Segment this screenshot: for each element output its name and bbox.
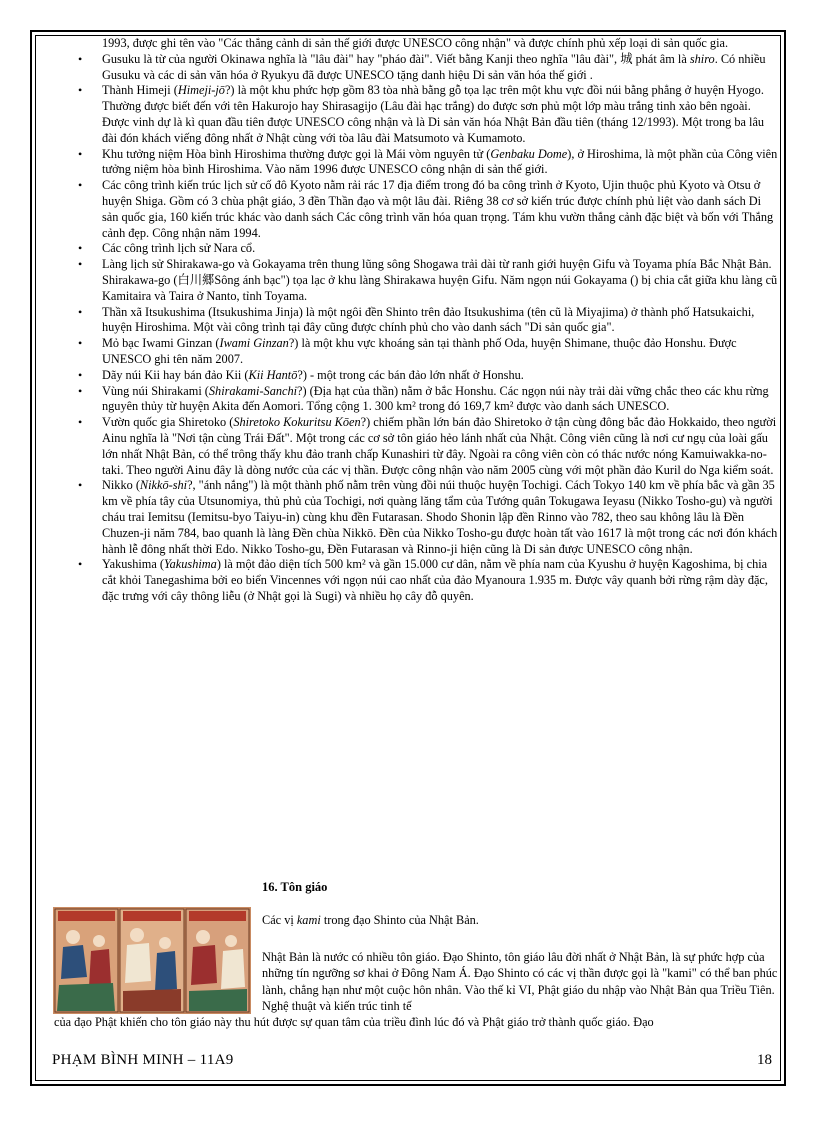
bullet-icon: •: [78, 367, 83, 382]
bullet-icon: •: [78, 241, 83, 256]
list-item: [74, 178, 778, 241]
list-item-text: ?) là một khu vực khoáng sản tại thành phố Oda, huyện Shimane, thuộc đảo Honshu. Được UNESCO ghi tên năm 2007.: [102, 336, 737, 366]
list-item-emphasis: Himeji-jō: [177, 83, 225, 98]
list-item-text: ?) (Địa hạt của thần) nằm ở bắc Honshu. Các ngọn núi này trải dài vững chắc theo các khu rừng nguyên thủy từ huyện Akita đến Aomori. Tổng cộng 1. 300 km² trong đó 169,7 km² được vào danh sách UNESCO.: [102, 383, 769, 414]
list-item-text: ?) chiếm phần lớn bán đảo Shiretoko ở tận cùng đông bắc đảo Hokkaido, theo người Ainu nghĩa là "Nơi tận cùng Trái Đất". Một trong các cơ sở tôn giáo hẻo lánh nhất của Nhật. Công viên cũng là nơi cư ngụ của loài gấu lớn nhất Nhật Bản, có thể trông thấy khu đảo tranh chấp Kunashiri từ đây. Ngoài ra công viên còn có thác nước nóng Kamuiwakka-no-taki. Theo người Ainu đây là dòng nước của các vị thần. Được công nhận vào năm 2005 cùng với một phần đảo Kuril do Nga kiểm soát.: [102, 415, 777, 477]
page-number: 18: [757, 1052, 772, 1068]
list-item-text: . Có nhiều Gusuku và các di sản văn hóa ở Ryukyu đã được UNESCO tặng danh hiệu Di sản văn hóa thế giới .: [102, 51, 766, 82]
list-item-emphasis: Genbaku Dome: [490, 146, 568, 161]
list-item-text: Thần xã Itsukushima (Itsukushima Jinja) là một ngôi đền Shinto trên đảo Itsukushima (tên cũ là Miyajima) ở thành phố Hatsukaichi, huyện Hiroshima. Một vài công trình tại đây cũng được chính phủ cho vào danh sách "Di sản quốc gia".: [102, 304, 755, 335]
section-heading: 16. Tôn giáo: [262, 880, 328, 894]
list-item: [74, 478, 778, 557]
list-item: [74, 147, 778, 179]
list-item-text: Yakushima (: [102, 557, 164, 572]
bullet-icon: •: [78, 51, 83, 66]
list-item: [74, 305, 778, 337]
bullet-icon: •: [78, 478, 83, 493]
bullet-icon: •: [78, 383, 83, 398]
image-caption: [262, 913, 479, 928]
caption-text: trong đạo Shinto của Nhật Bản.: [320, 913, 479, 927]
list-item-text: Vườn quốc gia Shiretoko (: [102, 415, 234, 430]
list-item-text: Mỏ bạc Iwami Ginzan (: [102, 336, 220, 351]
bullet-icon: •: [78, 257, 83, 272]
list-item-text: Dãy núi Kii hay bán đảo Kii (: [102, 367, 249, 382]
list-item-emphasis: Kii Hantō: [248, 367, 298, 382]
paragraph-text-full: của đạo Phật khiến cho tôn giáo này thu hút được sự quan tâm của triều đình lúc đó và Phật giáo trở thành quốc giáo. Đạo: [54, 1015, 654, 1030]
list-item-text: 1993, được ghi tên vào "Các thắng cảnh di sản thế giới được UNESCO công nhận" và được chính phủ xếp loại di sản quốc gia.: [102, 36, 729, 50]
list-item-emphasis: Iwami Ginzan: [219, 336, 289, 351]
list-item: [74, 384, 778, 416]
list-item-text: ?) - một trong các bán đảo lớn nhất ở Honshu.: [297, 367, 524, 382]
list-item-text: Các công trình lịch sử Nara cổ.: [102, 241, 256, 256]
list-item: [74, 415, 778, 478]
list-item-text: Nikko (: [102, 478, 140, 493]
list-item: [74, 52, 778, 84]
list-item-emphasis: shiro: [689, 51, 715, 66]
list-item-emphasis: Shirakami-Sanchi: [208, 383, 298, 398]
heritage-list-section: [74, 36, 778, 605]
list-item-text: ?, "ánh nắng") là một thành phố nằm trên vùng đồi núi thuộc huyện Tochigi. Cách Tokyo 140 km về phía bắc và gần 35 km về phía tây của Utsunomiya, thủ phủ của Tochigi, nơi quàng lăng tẩm của Tướng quân Tokugawa Ieyasu (Nikko Tosho-gu) và người cháu trai Iemitsu (Iemitsu-byo Taiyu-in) cùng khu đền Futarasan. Shodo Shonin lập đền Rinno vào 782, theo sau không lâu là Đền Chuzen-ji năm 784, bao quanh là làng Đền chùa Nikkō. Đền của Nikko Tosho-gu được hoàn tất vào 1617 là một trong các nơi đón khách hành lễ đông nhất thời Edo. Nikko Tosho-gu, Đền Futarasan và Rinno-ji hiện cũng là Di sản được UNESCO công nhận.: [102, 478, 778, 556]
bullet-icon: •: [78, 178, 83, 193]
bullet-icon: •: [78, 146, 83, 161]
list-item-continuation: [74, 36, 778, 52]
caption-text: Các vị: [262, 913, 297, 927]
list-item-text: Làng lịch sử Shirakawa-go và Gokayama trên thung lũng sông Shogawa trải dài từ ranh giới huyện Gifu và Toyama phía Bắc Nhật Bản. Shirakawa-go (白川郷Sông ánh bạc") tọa lạc ở khu làng Shirakawa huyện Gifu. Năm ngọn núi Gokayama () bị chia cắt giữa khu làng cũ Kamitaira và Taira ở Nanto, tỉnh Toyama.: [102, 257, 778, 303]
list-item-text: Thành Himeji (: [102, 83, 178, 98]
footer-author: PHẠM BÌNH MINH – 11A9: [52, 1052, 234, 1068]
paragraph-text-wrapped: Nhật Bản là nước có nhiều tôn giáo. Đạo Shinto, tôn giáo lâu đời nhất ở Nhật Bản, là sự phức hợp của những tín ngưỡng sơ khai ở Đông Nam Á. Đạo Shinto có các vị thần được gọi là "kami" có thể ban phúc lành, chẳng hạn như một cuộc hôn nhân. Vào thế kỉ VI, Phật giáo du nhập vào Nhật Bản qua Triều Tiên. Nghệ thuật và kiến trúc tinh tế: [262, 950, 778, 1013]
bullet-icon: •: [78, 557, 83, 572]
list-item-emphasis: Nikkō-shi: [139, 478, 188, 493]
list-item-text: ) là một đảo diện tích 500 km² và gần 15.000 cư dân, nằm về phía nam của Kyushu ở huyện Kagoshima, bị chia cắt khỏi Tanegashima bởi eo biển Vincennes với ngọn núi cao nhất của đảo Myanoura 1.935 m. Được vây quanh bởi rừng rậm dày đặc, đặc trưng với cây thông liễu (ở Nhật gọi là Sugi) và nhiều họ cây đỗ quyên.: [102, 557, 768, 603]
list-item-text: ?) là một khu phức hợp gồm 83 tòa nhà bằng gỗ tọa lạc trên một khu vực đồi núi bằng phẳng ở huyện Hyogo. Thường được biết đến với tên Hakurojo hay Shirasagijo (Lâu đài hạc trắng) do được sơn phủ một lớp màu trắng tinh xảo bên ngoài. Được vinh dự là kì quan đầu tiên được UNESCO công nhận và là Di sản văn hóa Nhật Bản đầu tiên (tháng 12/1993). Một trong ba lâu đài đón khách viếng đông nhất ở Nhật cùng với tòa lâu đài Matsumoto và Kumamoto.: [102, 83, 765, 145]
list-item: [74, 241, 778, 257]
list-item-text: Các công trình kiến trúc lịch sử cố đô Kyoto nằm rải rác 17 địa điểm trong đó ba công trình ở Kyoto, Ujin thuộc phủ Kyoto và Otsu ở huyện Shiga. Gồm có 3 chùa phật giáo, 3 đền Thần đạo và một lâu đài. Riêng 38 cơ sở kiến trúc được chính phủ liệt vào danh sách Di sản quốc gia, 160 kiến trúc khác vào danh sách Các công trình văn hóa quan trọng. Tám khu vườn thắng cảnh đặc biệt và bốn với Thắng cảnh đẹp. Công nhận năm 1994.: [102, 178, 774, 240]
list-item-text: Gusuku là từ của người Okinawa nghĩa là "lâu đài" hay "pháo đài". Viết bằng Kanji theo nghĩa "lâu đài", 城 phát âm là: [102, 51, 690, 66]
list-item: [74, 83, 778, 146]
list-item-emphasis: Shiretoko Kokuritsu Kōen: [233, 415, 361, 430]
heritage-list: [74, 36, 778, 605]
list-item-emphasis: Yakushima: [163, 557, 217, 572]
bullet-icon: •: [78, 415, 83, 430]
list-item-text: ), ở Hiroshima, là một phần của Công viên tưởng niệm hòa bình Hiroshima. Vào năm 1996 được UNESCO công nhận di sản thế giới.: [102, 146, 778, 177]
list-item: [74, 336, 778, 368]
list-item: [74, 557, 778, 604]
bullet-icon: •: [78, 304, 83, 319]
list-item-text: Vùng núi Shirakami (: [102, 383, 209, 398]
bullet-icon: •: [78, 83, 83, 98]
bullet-icon: •: [78, 336, 83, 351]
list-item: [74, 257, 778, 304]
caption-emphasis: kami: [296, 913, 321, 927]
list-item-text: Khu tưởng niệm Hòa bình Hiroshima thường được gọi là Mái vòm nguyên tử (: [102, 146, 491, 161]
religion-paragraph: [54, 949, 778, 1030]
list-item: [74, 368, 778, 384]
